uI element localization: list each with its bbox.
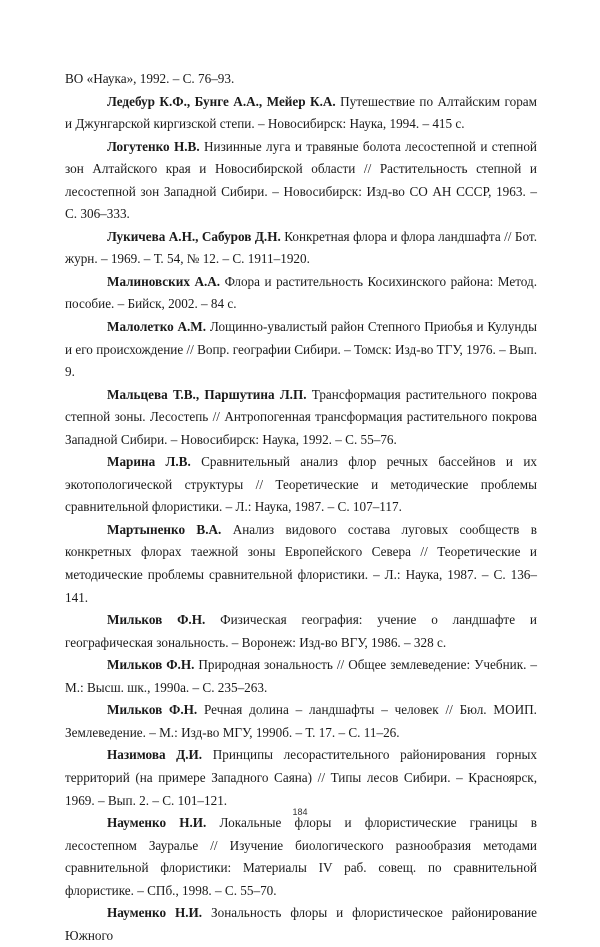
- reference-text: Сравнительный анализ флор речных бассейнов и их экотопологической структуры // Теоретические и методические проблемы сравнительной флористики. – Л.: Наука, 1987. – С. 107–117.: [65, 454, 537, 515]
- reference-continuation: ВО «Наука», 1992. – С. 76–93.: [65, 71, 235, 86]
- reference-author: Мильков Ф.Н.: [107, 612, 206, 628]
- reference-entry: [65, 451, 537, 519]
- reference-entry: [65, 744, 537, 812]
- reference-entry: [65, 91, 537, 136]
- reference-author: Ледебур К.Ф., Бунге А.А., Мейер К.А.: [107, 93, 336, 109]
- reference-text: Лощинно-увалистый район Степного Приобья и Кулунды и его происхождение // Вопр. географии Сибири. – Томск: Изд-во ТГУ, 1976. – Вып. 9.: [65, 319, 537, 380]
- reference-author: Мартыненко В.А.: [107, 521, 222, 537]
- reference-entry: [65, 384, 537, 452]
- reference-entry: [65, 271, 537, 316]
- reference-author: Марина Л.В.: [107, 454, 191, 470]
- reference-text: Зональность флоры и флористическое районирование Южного: [65, 905, 537, 943]
- reference-entry: [65, 609, 537, 654]
- page-number: 184: [292, 807, 308, 817]
- reference-entry: [65, 136, 537, 226]
- reference-entry: [65, 226, 537, 271]
- reference-entry: [65, 519, 537, 609]
- reference-entry: [65, 654, 537, 699]
- reference-text: Физическая география: учение о ландшафте и географическая зональность. – Воронеж: Изд-во ВГУ, 1986. – 328 с.: [65, 612, 537, 650]
- reference-author: Логутенко Н.В.: [107, 138, 200, 154]
- reference-text: Локальные флоры и флористические границы в лесостепном Зауралье // Изучение биологического разнообразия методами сравнительной флористики: Материалы IV раб. совещ. по сравнительной флористике. – СПб., 1998. – С. 55–70.: [65, 815, 537, 898]
- reference-author: Мильков Ф.Н.: [107, 657, 195, 673]
- reference-author: Малолетко А.М.: [107, 319, 207, 335]
- reference-text: Речная долина – ландшафты – человек // Бюл. МОИП. Землеведение. – М.: Изд-во МГУ, 1990б. – Т. 17. – С. 11–26.: [65, 702, 537, 740]
- reference-author: Лукичева А.Н., Сабуров Д.Н.: [107, 228, 281, 244]
- reference-author: Мильков Ф.Н.: [107, 702, 198, 718]
- reference-text: Флора и растительность Косихинского района: Метод. пособие. – Бийск, 2002. – 84 с.: [65, 273, 537, 312]
- reference-author: Малиновских А.А.: [107, 273, 221, 289]
- reference-author: Науменко Н.И.: [107, 815, 207, 831]
- reference-text: Природная зональность // Общее землеведение: Учебник. – М.: Высш. шк., 1990а. – С. 235–263.: [65, 657, 537, 695]
- reference-text: Анализ видового состава луговых сообществ в конкретных флорах таежной зоны Европейского Севера // Теоретические и методические проблемы сравнительной флористики. – Л.: Наука, 1987. – С. 136–141.: [65, 521, 537, 605]
- reference-text: Путешествие по Алтайским горам и Джунгарской киргизской степи. – Новосибирск: Наука, 1994. – 415 с.: [65, 93, 537, 132]
- reference-entry: [65, 316, 537, 384]
- reference-text: Трансформация растительного покрова степной зоны. Лесостепь // Антропогенная трансформация растительного покрова Западной Сибири. – Новосибирск: Наука, 1992. – С. 55–76.: [65, 386, 538, 447]
- reference-text: Конкретная флора и флора ландшафта // Бот. журн. – 1969. – Т. 54, № 12. – С. 1911–1920.: [65, 228, 537, 267]
- reference-author: Назимова Д.И.: [107, 747, 203, 763]
- reference-entry: [65, 902, 537, 947]
- reference-author: Науменко Н.И.: [107, 905, 203, 921]
- reference-text: Низинные луга и травяные болота лесостепной и степной зон Алтайского края и Новосибирской области // Растительность степной и лесостепной зон Западной Сибири. – Новосибирск: Изд-во СО АН СССР, 1963. – С. 306–333.: [65, 138, 537, 222]
- reference-entry: [65, 699, 537, 744]
- reference-text: Принципы лесорастительного районирования горных территорий (на примере Западного Саяна) // Типы лесов Сибири. – Красноярск, 1969. – Вып. 2. – С. 101–121.: [65, 747, 537, 808]
- reference-entry: [65, 812, 537, 902]
- reference-author: Мальцева Т.В., Паршутина Л.П.: [107, 386, 307, 402]
